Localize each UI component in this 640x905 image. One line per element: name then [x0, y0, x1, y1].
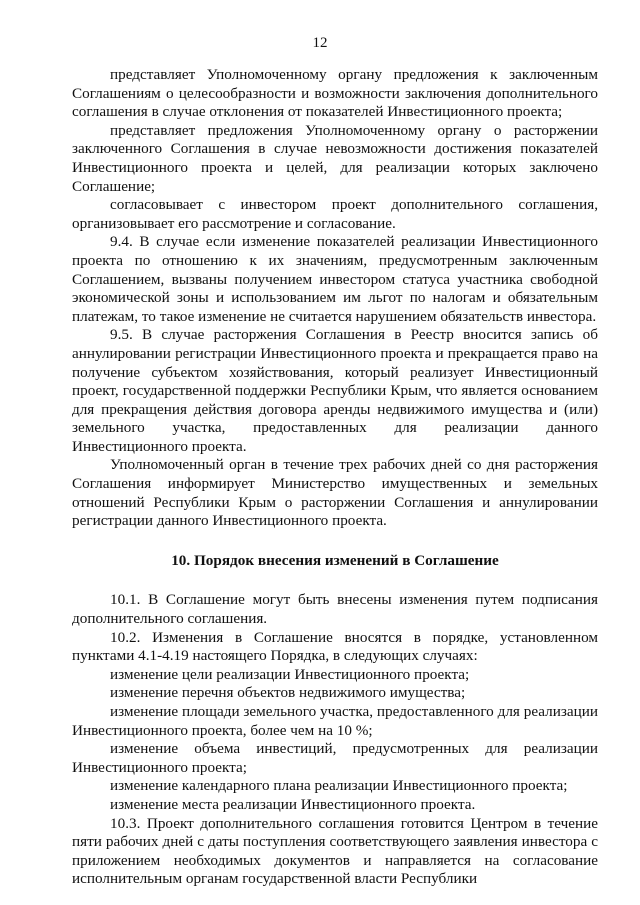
paragraph: 10.1. В Соглашение могут быть внесены изменения путем подписания дополнительного соглашения. — [72, 591, 598, 628]
paragraph: изменение площади земельного участка, предоставленного для реализации Инвестиционного проекта, более чем на 10 %; — [72, 703, 598, 739]
paragraph: 9.5. В случае расторжения Соглашения в Реестр вносится запись об аннулировании регистрации Инвестиционного проекта и прекращается право на получение субъектом хозяйствования, который реализует Инвестиционный проект, государственной поддержки Республики Крым, что является основанием для прекращения действия договора аренды недвижимого имущества и (или) земельного участка, предоставленных для реализации данного Инвестиционного проекта. — [72, 326, 598, 455]
section-heading: 10. Порядок внесения изменений в Соглашение — [171, 551, 499, 569]
paragraph: изменение цели реализации Инвестиционного проекта; — [110, 665, 470, 683]
paragraph: согласовывает с инвестором проект дополнительного соглашения, организовывает его рассмотрение и согласование. — [72, 196, 598, 232]
paragraph: Уполномоченный орган в течение трех рабочих дней со дня расторжения Соглашения информирует Министерство имущественных и земельных отношений Республики Крым о расторжении Соглашения и аннулировании регистрации данного Инвестиционного проекта. — [72, 456, 598, 530]
paragraph: 10.3. Проект дополнительного соглашения готовится Центром в течение пяти рабочих дней с даты поступления соответствующего заявления инвестора с приложением необходимых документов и направляется на согласование исполнительным органам государственной власти Республики — [72, 814, 598, 888]
page-number: 12 — [312, 35, 328, 51]
paragraph: представляет Уполномоченному органу предложения к заключенным Соглашениям о целесообразности и возможности заключения дополнительного соглашения в случае отклонения от показателей Инвестиционного проекта; — [72, 66, 598, 121]
paragraph: изменение объема инвестиций, предусмотренных для реализации Инвестиционного проекта; — [72, 740, 598, 776]
paragraph: изменение перечня объектов недвижимого имущества; — [110, 684, 466, 702]
paragraph: 10.2. Изменения в Соглашение вносятся в порядке, установленном пунктами 4.1-4.19 настоящего Порядка, в следующих случаях: — [72, 628, 598, 665]
paragraph: 9.4. В случае если изменение показателей реализации Инвестиционного проекта по отношению к их значениям, предусмотренным заключенным Соглашением, вызваны получением инвестором статуса участника свободной экономической зоны и использованием им льгот по налогам и обязательным платежам, то такое изменение не считается нарушением обязательств инвестора. — [72, 233, 598, 325]
paragraph: изменение календарного плана реализации Инвестиционного проекта; — [110, 777, 568, 795]
paragraph: представляет предложения Уполномоченному органу о расторжении заключенного Соглашения в случае невозможности достижения показателей Инвестиционного проекта и целей, для реализации которых заключено Соглашение; — [72, 121, 598, 195]
paragraph: изменение места реализации Инвестиционного проекта. — [110, 795, 476, 813]
document-body — [72, 66, 598, 889]
